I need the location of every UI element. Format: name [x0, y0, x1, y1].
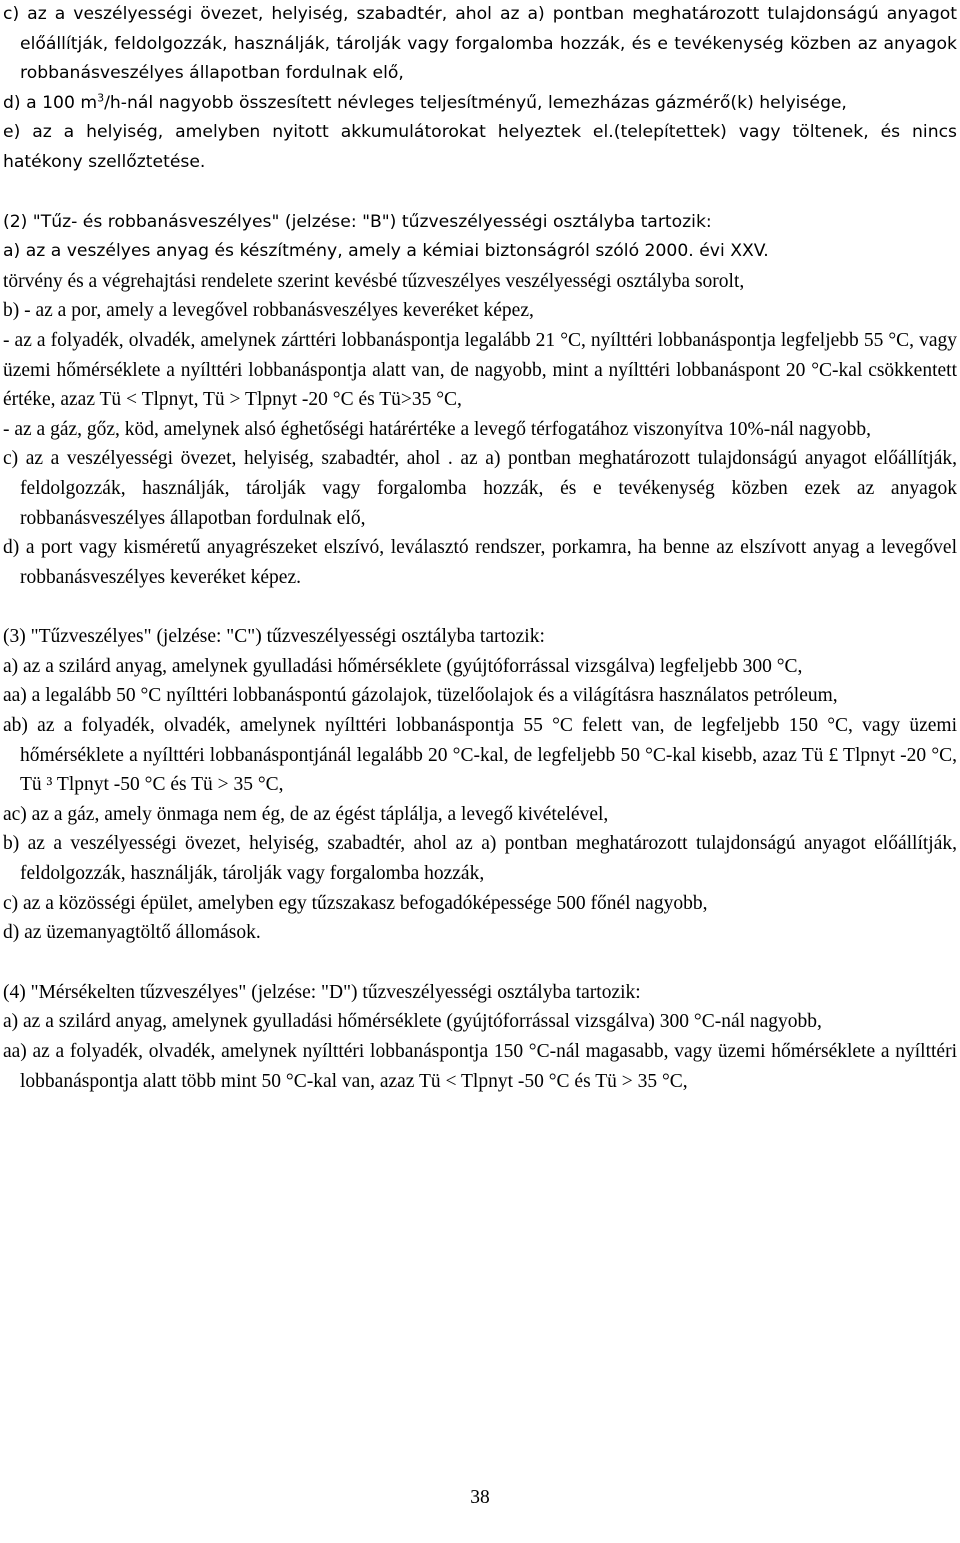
paragraph-2a-continued: törvény és a végrehajtási rendelete szerint kevésbé tűzveszélyes veszélyességi osztályba sorolt,	[3, 270, 745, 292]
paragraph-1d-after: /h-nál nagyobb összesített névleges teljesítményű, lemezházas gázmérő(k) helyisége,	[104, 92, 847, 113]
paragraph-3ac: ac) az a gáz, amely önmaga nem ég, de az égést táplálja, a levegő kivételével,	[3, 803, 609, 825]
paragraph-3ab: ab) az a folyadék, olvadék, amelynek nyílttéri lobbanáspontja 55 °C felett van, de legfeljebb 150 °C, vagy üzemi hőmérséklete a nyílttéri lobbanáspontjánál legalább 20 °C-kal, de legfeljebb 50 °C-kal kisebb, azaz Tü £ Tlpnyt -20 °C, Tü ³ Tlpnyt -50 °C és Tü > 35 °C,	[3, 715, 957, 796]
paragraph-3a: a) az a szilárd anyag, amelynek gyulladási hőmérséklete (gyújtóforrással vizsgálva) legfeljebb 300 °C,	[3, 655, 803, 677]
paragraph-2b-por: b) - az a por, amely a levegővel robbanásveszélyes keveréket képez,	[3, 300, 534, 322]
superscript-3: 3	[97, 91, 105, 105]
paragraph-2c: c) az a veszélyességi övezet, helyiség, szabadtér, ahol . az a) pontban meghatározott tulajdonságú anyagot előállítják, feldolgozzák, használják, tárolják vagy forgalomba hozzák, és e tevékenység közben ezek az anyagok robbanásveszélyes állapotban fordulnak elő,	[3, 448, 957, 529]
section-gap	[3, 178, 957, 208]
paragraph-3d: d) az üzemanyagtöltő állomások.	[3, 922, 261, 944]
paragraph-3c: c) az a közösségi épület, amelyben egy tűzszakasz befogadóképessége 500 főnél nagyobb,	[3, 892, 708, 914]
paragraph-1d	[3, 89, 957, 119]
section-gap	[3, 948, 957, 978]
page-number: 38	[470, 1487, 490, 1508]
section-3-heading: (3) "Tűzveszélyes" (jelzése: "C") tűzveszélyességi osztályba tartozik:	[3, 626, 545, 648]
section-gap	[3, 592, 957, 622]
paragraph-2b-gaz: - az a gáz, gőz, köd, amelynek alsó éghetőségi határértéke a levegő térfogatához viszonyítva 10%-nál nagyobb,	[3, 418, 871, 440]
paragraph-1d-before: d) a 100 m	[3, 92, 98, 113]
document-page	[3, 0, 957, 1096]
paragraph-4a: a) az a szilárd anyag, amelynek gyulladási hőmérséklete (gyújtóforrással vizsgálva) 300 °C-nál nagyobb,	[3, 1011, 822, 1033]
paragraph-2a: a) az a veszélyes anyag és készítmény, amely a kémiai biztonságról szóló 2000. évi XXV.	[3, 241, 769, 262]
section-4-heading: (4) "Mérsékelten tűzveszélyes" (jelzése: "D") tűzveszélyességi osztályba tartozik:	[3, 981, 641, 1003]
paragraph-4aa: aa) az a folyadék, olvadék, amelynek nyílttéri lobbanáspontja 150 °C-nál magasabb, vagy üzemi hőmérséklete a nyílttéri lobbanáspontja alatt több mint 50 °C-kal van, azaz Tü < Tlpnyt -50 °C és Tü > 35 °C,	[3, 1041, 957, 1092]
paragraph-1e: e) az a helyiség, amelyben nyitott akkumulátorokat helyeztek el.(telepítettek) vagy töltenek, és nincs hatékony szellőztetése.	[3, 122, 957, 172]
paragraph-2b-folyadek: - az a folyadék, olvadék, amelynek zárttéri lobbanáspontja legalább 21 °C, nyílttéri lobbanáspontja legfeljebb 55 °C, vagy üzemi hőmérséklete a nyílttéri lobbanáspontja alatt van, de nagyobb, mint a nyílttéri lobbanáspont 20 °C-kal csökkentett értéke, azaz Tü < Tlpnyt, Tü > Tlpnyt -20 °C és Tü>35 °C,	[3, 329, 957, 411]
paragraph-3b: b) az a veszélyességi övezet, helyiség, szabadtér, ahol az a) pontban meghatározott tulajdonságú anyagot előállítják, feldolgozzák, használják, tárolják vagy forgalomba hozzák,	[3, 833, 957, 885]
paragraph-1c: c) az a veszélyességi övezet, helyiség, szabadtér, ahol az a) pontban meghatározott tulajdonságú anyagot előállítják, feldolgozzák, használják, tárolják vagy forgalomba hozzák, és e tevékenység közben az anyagok robbanásveszélyes állapotban fordulnak elő,	[3, 4, 957, 84]
paragraph-3aa: aa) a legalább 50 °C nyílttéri lobbanáspontú gázolajok, tüzelőolajok és a világításra használatos petróleum,	[3, 685, 838, 707]
section-2-heading: (2) "Tűz- és robbanásveszélyes" (jelzése: "B") tűzveszélyességi osztályba tartozik:	[3, 211, 712, 232]
paragraph-2d: d) a port vagy kisméretű anyagrészeket elszívó, leválasztó rendszer, porkamra, ha benne az elszívott anyag a levegővel robbanásveszélyes keveréket képez.	[3, 537, 957, 588]
